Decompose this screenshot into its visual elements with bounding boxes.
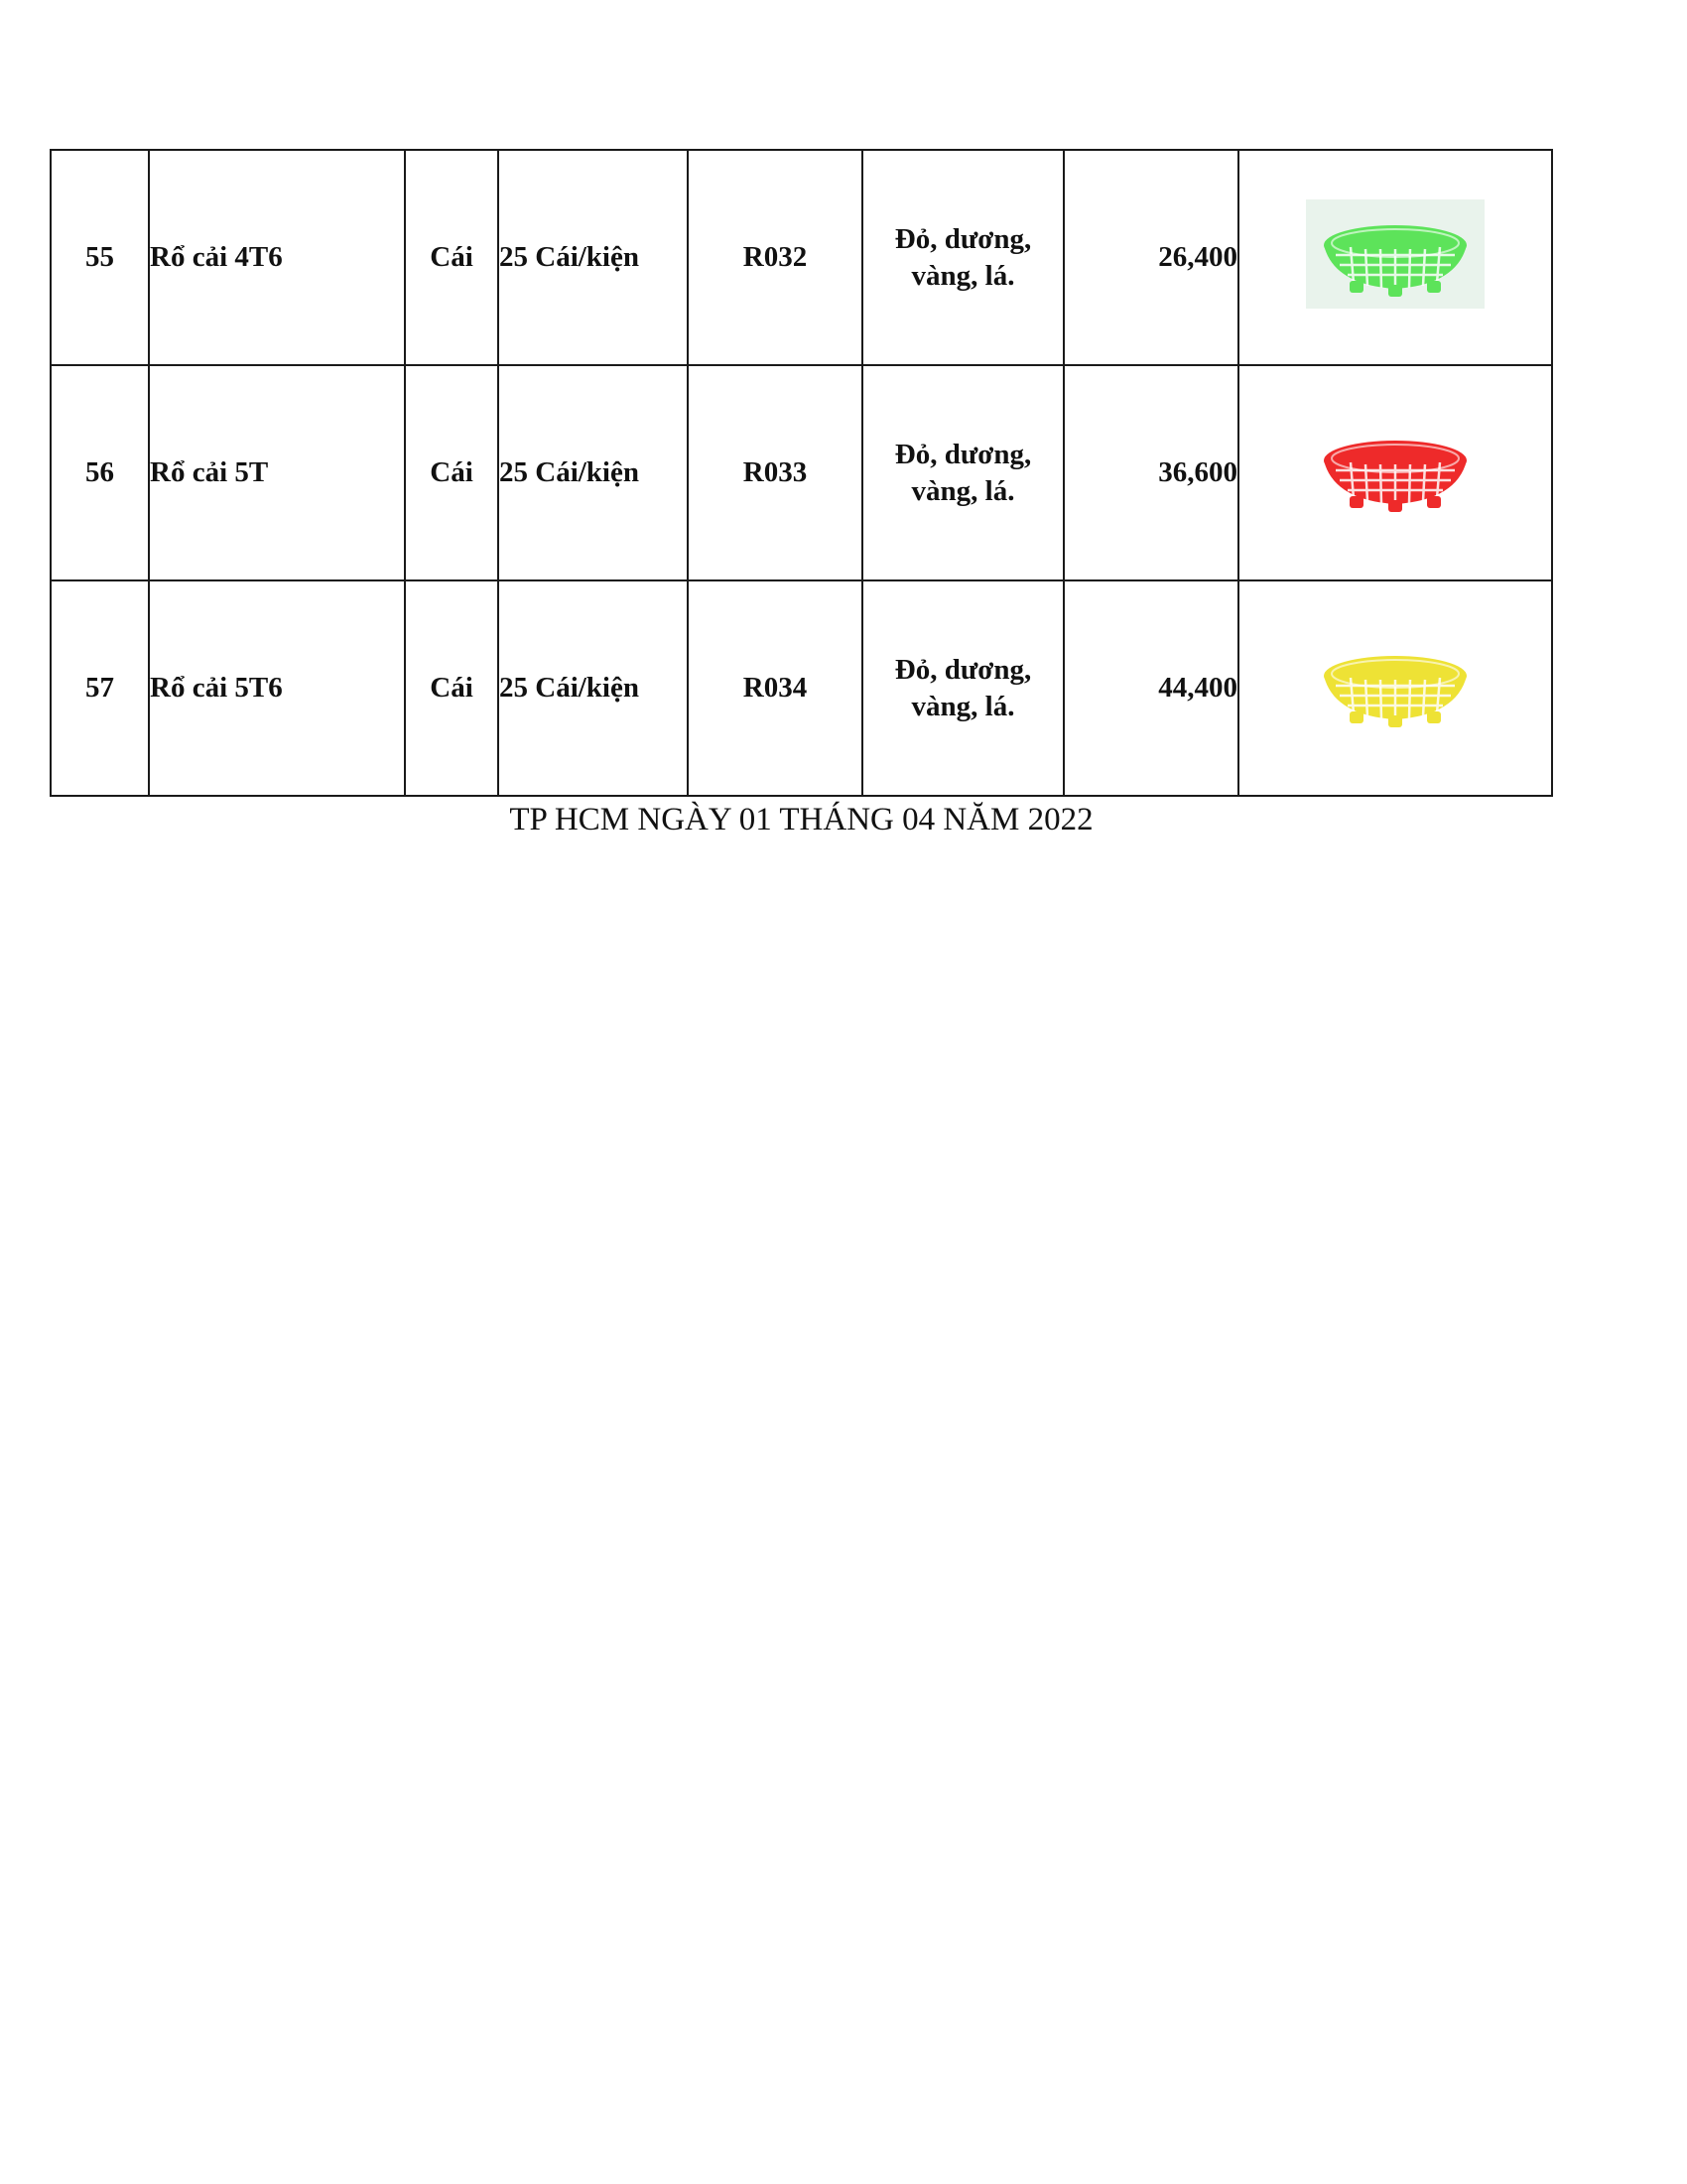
product-name: Rổ cải 5T xyxy=(149,365,405,580)
red-basket-image xyxy=(1306,415,1485,524)
row-number: 55 xyxy=(51,150,149,365)
price: 36,600 xyxy=(1064,365,1238,580)
table-row xyxy=(51,580,1552,796)
product-name: Rổ cải 4T6 xyxy=(149,150,405,365)
color-options-text: Đỏ, dương, vàng, lá. xyxy=(894,438,1032,507)
price-table xyxy=(50,149,1553,797)
yellow-basket-image xyxy=(1306,630,1485,739)
table-row xyxy=(51,365,1552,580)
packing: 25 Cái/kiện xyxy=(498,365,688,580)
price: 26,400 xyxy=(1064,150,1238,365)
color-options xyxy=(862,150,1064,365)
unit: Cái xyxy=(405,150,498,365)
price: 44,400 xyxy=(1064,580,1238,796)
color-options xyxy=(862,365,1064,580)
packing: 25 Cái/kiện xyxy=(498,150,688,365)
product-image-cell xyxy=(1238,580,1552,796)
table-row xyxy=(51,150,1552,365)
footer-date: TP HCM NGÀY 01 THÁNG 04 NĂM 2022 xyxy=(509,802,1094,837)
packing: 25 Cái/kiện xyxy=(498,580,688,796)
product-code: R032 xyxy=(688,150,862,365)
product-name: Rổ cải 5T6 xyxy=(149,580,405,796)
product-code: R034 xyxy=(688,580,862,796)
color-options-text: Đỏ, dương, vàng, lá. xyxy=(894,653,1032,722)
color-options-text: Đỏ, dương, vàng, lá. xyxy=(894,222,1032,292)
color-options xyxy=(862,580,1064,796)
unit: Cái xyxy=(405,365,498,580)
row-number: 56 xyxy=(51,365,149,580)
row-number: 57 xyxy=(51,580,149,796)
green-basket-image xyxy=(1306,199,1485,309)
product-image-cell xyxy=(1238,150,1552,365)
unit: Cái xyxy=(405,580,498,796)
product-code: R033 xyxy=(688,365,862,580)
product-image-cell xyxy=(1238,365,1552,580)
